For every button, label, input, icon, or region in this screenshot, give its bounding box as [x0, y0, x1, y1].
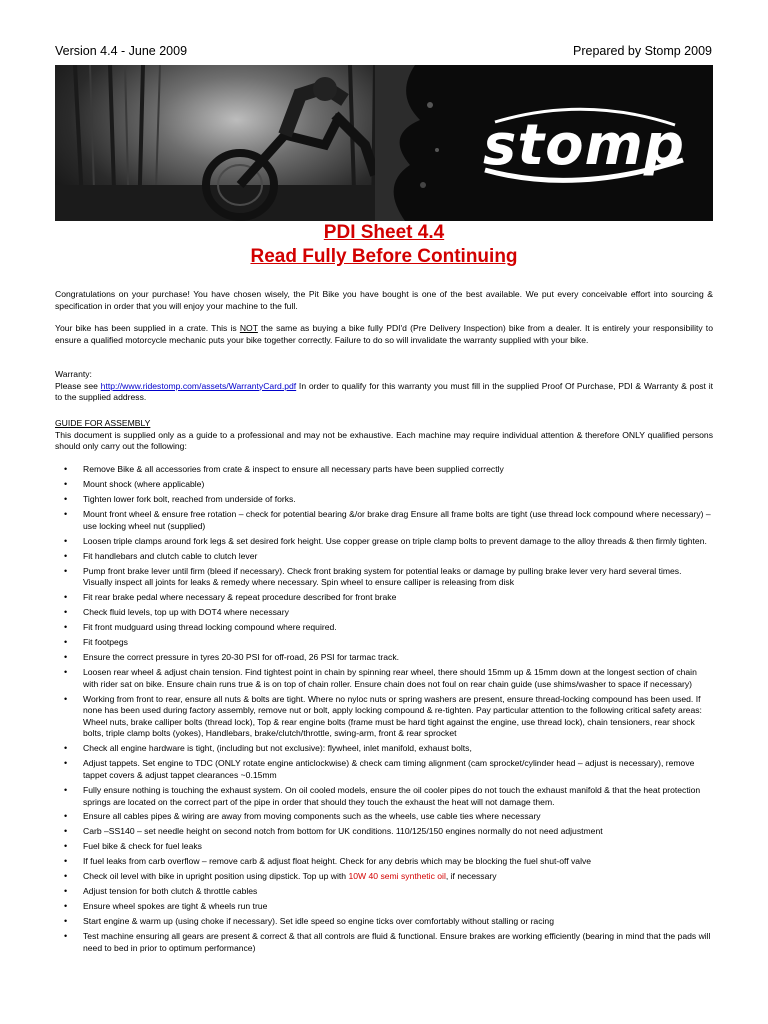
checklist-item	[55, 841, 713, 853]
bullet-icon: •	[64, 826, 68, 837]
bullet-icon: •	[64, 931, 68, 942]
assembly-checklist	[55, 464, 713, 958]
logo-wordmark: stomp	[482, 112, 685, 178]
checklist-item	[55, 494, 713, 506]
checklist-item	[55, 871, 713, 883]
checklist-item-text: Working from front to rear, ensure all nuts & bolts are tight. Where no nyloc nuts or spring washers are present, ensure thread-locking compound has been used. If none has been used during factory assembly, remove nut or bolt, apply locking compound & re-tighten. Pay particular attention to the following critical safety areas: Wheel nuts, brake calliper bolts (thread lock), Top & rear engine bolts (frame must be hard tight against the engine, use thread lock), chain tensioners, rear shock bolts, triple clamp bolts (yokes), Handlebars, brake/clutch/throttle, swing-arm, front & rear sprocket	[83, 693, 702, 739]
guide-text: This document is supplied only as a guide to a professional and may not be exhaustive. Each machine may require individual attention & therefore ONLY qualified persons should only carry out the following:	[55, 429, 713, 451]
checklist-item-text: If fuel leaks from carb overflow – remove carb & adjust float height. Check for any debris which may be blocking the fuel shut-off valve	[83, 856, 592, 867]
bullet-icon: •	[64, 652, 68, 663]
bullet-icon: •	[64, 758, 68, 769]
bullet-icon: •	[64, 916, 68, 927]
bullet-icon: •	[64, 535, 68, 546]
checklist-item-text: Adjust tappets. Set engine to TDC (ONLY rotate engine anticlockwise) & check cam timing alignment (cam sprocket/cylinder head – adjust is necessary), remove tappet covers & adjust tappet clearances ~0.15mm	[83, 758, 695, 780]
bullet-icon: •	[64, 811, 68, 822]
warranty-label: Warranty:	[55, 369, 92, 379]
guide-heading: GUIDE FOR ASSEMBLY	[55, 418, 151, 428]
warranty-please: Please see	[55, 380, 101, 391]
checklist-item	[55, 694, 713, 740]
bullet-icon: •	[64, 607, 68, 618]
checklist-item	[55, 622, 713, 634]
checklist-item-text: Tighten lower fork bolt, reached from underside of forks.	[83, 493, 296, 504]
checklist-item-text: Check fluid levels, top up with DOT4 where necessary	[83, 607, 289, 618]
crate-text-before: Your bike has been supplied in a crate. This is	[55, 323, 240, 333]
bullet-icon: •	[64, 901, 68, 912]
checklist-item	[55, 667, 713, 690]
checklist-item	[55, 743, 713, 755]
checklist-item	[55, 652, 713, 664]
rider-silhouette	[175, 75, 375, 221]
bullet-icon: •	[64, 743, 68, 754]
checklist-item-text: Ensure wheel spokes are tight & wheels run true	[83, 901, 268, 912]
guide-section	[55, 418, 713, 453]
checklist-item-text: Fuel bike & check for fuel leaks	[83, 841, 202, 852]
bullet-icon: •	[64, 565, 68, 576]
checklist-item	[55, 886, 713, 898]
bullet-icon: •	[64, 622, 68, 633]
bullet-icon: •	[64, 871, 68, 882]
checklist-item-text: Carb –SS140 – set needle height on second notch from bottom for UK conditions. 110/125/150 engines normally do not need adjustment	[83, 826, 603, 837]
prepared-by-label: Prepared by Stomp 2009	[573, 44, 712, 58]
bullet-icon: •	[64, 464, 68, 474]
page-subtitle: Read Fully Before Continuing	[250, 246, 518, 267]
bullet-icon: •	[64, 784, 68, 795]
bullet-icon: •	[64, 508, 68, 519]
checklist-item-text: Test machine ensuring all gears are present & correct & that all controls are fluid & functional. Ensure brakes are working efficiently (bearing in mind that the pads will need to bed in prior to optimum performance)	[83, 931, 711, 953]
checklist-item-text: Fit footpegs	[83, 637, 128, 648]
checklist-item-text: Fit handlebars and clutch cable to clutch lever	[83, 550, 258, 561]
oil-text-after: , if necessary	[445, 871, 497, 882]
bullet-icon: •	[64, 478, 68, 489]
checklist-item	[55, 811, 713, 823]
checklist-item	[55, 536, 713, 548]
bullet-icon: •	[64, 886, 68, 897]
page-title: PDI Sheet 4.4	[323, 222, 445, 243]
bullet-icon: •	[64, 693, 68, 704]
version-label: Version 4.4 - June 2009	[55, 44, 188, 58]
checklist-item-text: Pump front brake lever until firm (bleed if necessary). Check front braking system for potential leaks or damage by pulling brake lever very hard several times. Visually inspect all joints for leaks & remedy where necessary. Spin wheel to ensure calliper is releasing from disk	[83, 565, 682, 588]
page-header	[55, 44, 712, 60]
checklist-item	[55, 592, 713, 604]
checklist-item	[55, 826, 713, 838]
checklist-item	[55, 509, 713, 532]
bullet-icon: •	[64, 550, 68, 561]
checklist-item-text: Fit front mudguard using thread locking compound where required.	[83, 622, 337, 633]
checklist-item-text: Mount shock (where applicable)	[83, 478, 205, 489]
checklist-item-text: Fit rear brake pedal where necessary & repeat procedure described for front brake	[83, 592, 397, 603]
checklist-item-text: Adjust tension for both clutch & throttle cables	[83, 886, 258, 897]
warranty-after: In order to qualify for this warranty you must fill in the supplied Proof Of Purchase, PDI & Warranty & post it to the supplied address.	[55, 380, 713, 402]
oil-text-before: Check oil level with bike in upright position using dipstick. Top up with	[83, 871, 349, 882]
stomp-banner	[55, 65, 713, 221]
warranty-paragraph	[55, 369, 713, 404]
bullet-icon: •	[64, 856, 68, 867]
warranty-text	[55, 381, 713, 404]
checklist-item-text: Loosen rear wheel & adjust chain tension. Find tightest point in chain by spinning rear wheel, there should 15mm up & 15mm down at the longest section of chain with rider sat on bike. Ensure chain runs true & is on top of chain roller. Ensure chain does not foul on rear chain guide (use shims/washer to space if necessary)	[83, 667, 697, 689]
checklist-item-text: Ensure all cables pipes & wiring are away from moving components such as the wheels, use cable ties where necessary	[83, 811, 541, 822]
checklist-item	[55, 464, 713, 476]
checklist-item	[55, 856, 713, 868]
checklist-item	[55, 901, 713, 913]
checklist-item-text: Mount front wheel & ensure free rotation – check for potential bearing &/or brake drag Ensure all frame bolts are tight (use thread lock compound where necessary) – use locking wheel nut (supplied)	[83, 508, 711, 531]
checklist-item-text: Remove Bike & all accessories from crate & inspect to ensure all necessary parts have been supplied correctly	[83, 464, 504, 474]
oil-type-highlight: 10W 40 semi synthetic oil	[348, 871, 446, 882]
checklist-item	[55, 931, 713, 954]
checklist-item	[55, 916, 713, 928]
checklist-item-text	[83, 871, 497, 881]
warranty-link[interactable]: http://www.ridestomp.com/assets/WarrantyCard.pdf	[100, 380, 297, 391]
bullet-icon: •	[64, 841, 68, 852]
crate-paragraph	[55, 323, 713, 346]
checklist-item	[55, 479, 713, 491]
crate-text-after: the same as buying a bike fully PDI'd (Pre Delivery Inspection) bike from a dealer. It is entirely your responsibility to ensure a qualified motorcycle mechanic puts your bike together correctly. Failure to do so will invalidate the warranty supplied with your bike.	[55, 323, 713, 345]
checklist-item	[55, 551, 713, 563]
intro-paragraph: Congratulations on your purchase! You have chosen wisely, the Pit Bike you have bought is one of the best available. We put every conceivable effort into sourcing & specification in order that you will enjoy your machine to the full.	[55, 289, 713, 311]
bullet-icon: •	[64, 667, 68, 677]
checklist-item-text: Ensure the correct pressure in tyres 20-30 PSI for off-road, 26 PSI for tarmac track.	[83, 652, 400, 663]
bullet-icon: •	[64, 592, 68, 603]
bullet-icon: •	[64, 493, 68, 504]
stomp-logo	[475, 100, 693, 190]
checklist-item	[55, 566, 713, 589]
checklist-item-text: Check all engine hardware is tight, (including but not exclusive): flywheel, inlet manifold, exhaust bolts,	[83, 743, 472, 754]
bullet-icon: •	[64, 637, 68, 648]
checklist-item	[55, 785, 713, 808]
checklist-item-text: Start engine & warm up (using choke if necessary). Set idle speed so engine ticks over comfortably without stalling or racing	[83, 916, 554, 927]
checklist-item	[55, 607, 713, 619]
checklist-item	[55, 758, 713, 781]
crate-not-emphasis: NOT	[239, 323, 258, 333]
checklist-item-text: Loosen triple clamps around fork legs & set desired fork height. Use copper grease on triple clamp bolts to prevent damage to the alloy threads & then firmly tighten.	[83, 535, 707, 546]
checklist-item-text: Fully ensure nothing is touching the exhaust system. On oil cooled models, ensure the oil cooler pipes do not touch the exhaust manifold & that the heat protection springs are located on the correct part of the pipe in order that should they touch the exhaust the heat will not damage them.	[83, 784, 701, 807]
checklist-item	[55, 637, 713, 649]
